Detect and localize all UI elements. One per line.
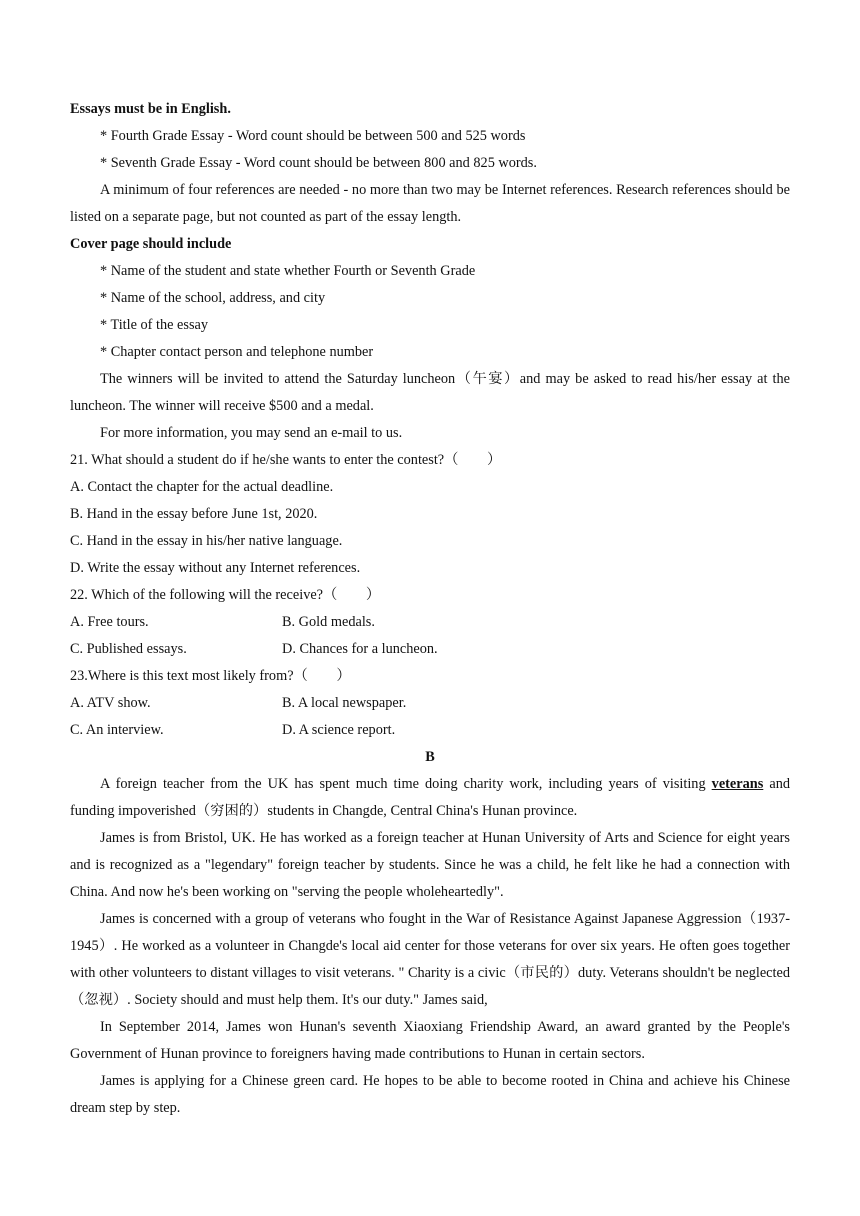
section-b-paragraph-1: [70, 771, 790, 825]
section-b-paragraph-5: James is applying for a Chinese green card. He hopes to be able to become rooted in China and achieve his Chinese dream step by step.: [70, 1073, 790, 1116]
references-paragraph: A minimum of four references are needed - no more than two may be Internet references. Research references should be listed on a separate page, but not counted as part of the essay length.: [70, 182, 790, 225]
question-23-option-d: D. A science report.: [282, 722, 396, 738]
question-23-stem: 23.Where is this text most likely from?（ ）: [70, 668, 351, 684]
cover-item: * Chapter contact person and telephone number: [100, 344, 374, 360]
question-23-options-row-1: [70, 690, 790, 717]
more-info-line: For more information, you may send an e-mail to us.: [100, 425, 403, 441]
document-page: [70, 96, 790, 1122]
winners-paragraph: The winners will be invited to attend the Saturday luncheon（午宴）and may be asked to read his/her essay at the luncheon. The winner will receive $500 and a medal.: [70, 371, 790, 414]
section-b-label: B: [425, 749, 435, 765]
paragraph-1-text-start: A foreign teacher from the UK has spent much time doing charity work, including years of visiting: [100, 776, 712, 792]
question-22-option-c: C. Published essays.: [70, 641, 187, 657]
question-22-option-b: B. Gold medals.: [282, 614, 375, 630]
question-21-option-a: A. Contact the chapter for the actual deadline.: [70, 479, 334, 495]
cover-item: * Name of the school, address, and city: [100, 290, 326, 306]
cover-item: * Name of the student and state whether Fourth or Seventh Grade: [100, 263, 476, 279]
paragraph-1-text-end: and funding impoverished（穷困的）students in Changde, Central China's Hunan province.: [70, 776, 791, 819]
question-23-option-a: A. ATV show.: [70, 695, 151, 711]
question-22-stem: 22. Which of the following will the receive?（ ）: [70, 587, 381, 603]
fourth-grade-rule: * Fourth Grade Essay - Word count should be between 500 and 525 words: [100, 128, 526, 144]
question-23-options-row-2: [70, 717, 790, 744]
question-21-option-b: B. Hand in the essay before June 1st, 2020.: [70, 506, 318, 522]
question-22-option-a: A. Free tours.: [70, 614, 149, 630]
section-b-paragraph-2: James is from Bristol, UK. He has worked as a foreign teacher at Hunan University of Arts and Science for eight years and is recognized as a "legendary" foreign teacher by students. Since he was a child, he felt like he had a connection with China. And now he's been working on "serving the people wholeheartedly".: [70, 830, 790, 900]
cover-item: * Title of the essay: [100, 317, 209, 333]
question-22-options-row-1: [70, 609, 790, 636]
question-22-options-row-2: [70, 636, 790, 663]
cover-page-heading: Cover page should include: [70, 236, 232, 252]
section-b-paragraph-3: James is concerned with a group of veterans who fought in the War of Resistance Against Japanese Aggression（1937-1945）. He worked as a volunteer in Changde's local aid center for those veterans for over six years. He often goes together with other volunteers to distant villages to visit veterans. " Charity is a civic（市民的）duty. Veterans shouldn't be neglected（忽视）. Society should and must help them. It's our duty." James said,: [70, 911, 790, 1008]
essay-rules-heading: Essays must be in English.: [70, 101, 231, 117]
seventh-grade-rule: * Seventh Grade Essay - Word count should be between 800 and 825 words.: [100, 155, 537, 171]
question-22-option-d: D. Chances for a luncheon.: [282, 641, 438, 657]
keyword-veterans: veterans: [711, 776, 764, 792]
question-21-option-c: C. Hand in the essay in his/her native language.: [70, 533, 343, 549]
section-b-paragraph-4: In September 2014, James won Hunan's seventh Xiaoxiang Friendship Award, an award granted by the People's Government of Hunan province to foreigners having made contributions to Hunan in certain sectors.: [70, 1019, 790, 1062]
question-23-option-b: B. A local newspaper.: [282, 695, 407, 711]
question-21-stem: 21. What should a student do if he/she wants to enter the contest?（ ）: [70, 452, 502, 468]
question-23-option-c: C. An interview.: [70, 722, 164, 738]
question-21-option-d: D. Write the essay without any Internet references.: [70, 560, 361, 576]
